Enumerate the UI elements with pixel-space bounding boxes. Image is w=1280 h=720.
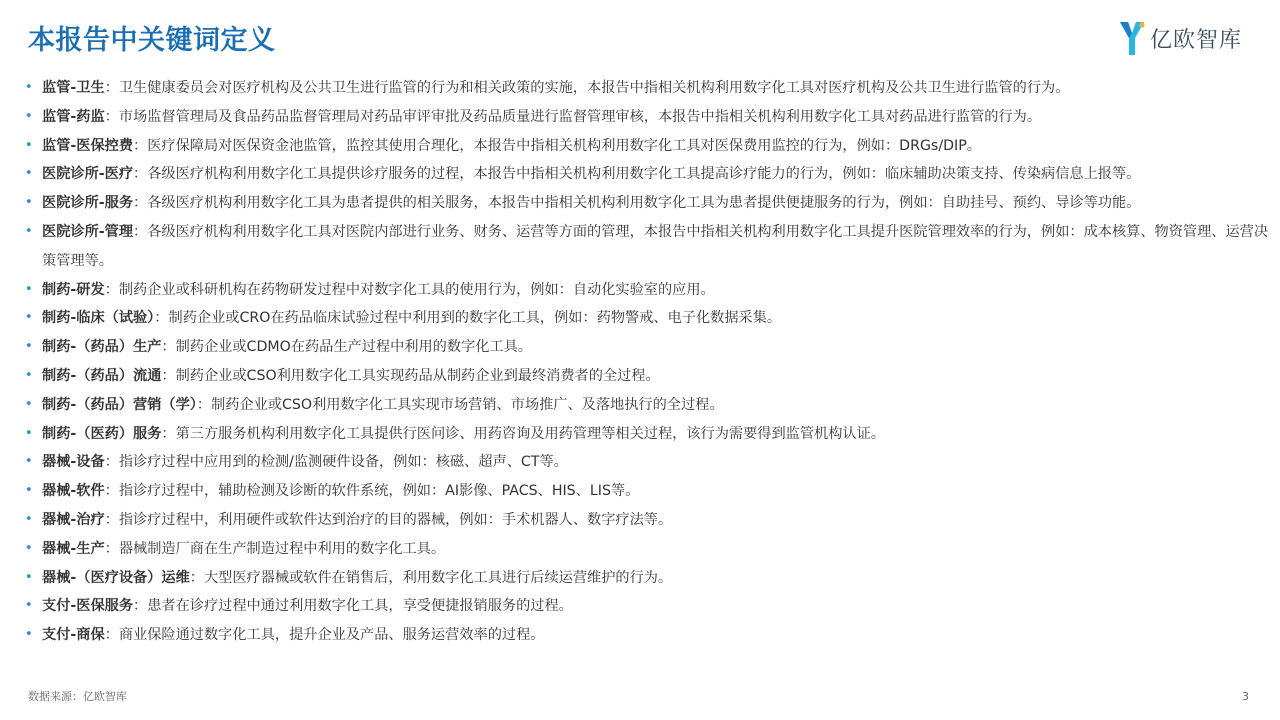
definition-item [22,132,1276,161]
bullet-icon: • [25,367,33,383]
definition-item [22,506,1276,535]
definition-description: 指诊疗过程中应用到的检测/监测硬件设备，例如：核磁、超声、CT等。 [118,454,568,471]
definition-item [22,592,1276,621]
definition-separator: ： [104,483,119,500]
definition-term: 支付-商保 [42,627,105,644]
definition-item [22,564,1276,593]
bullet-icon: • [25,281,33,297]
definition-item [22,621,1276,650]
bullet-icon: • [25,569,33,585]
definition-term: 医院诊所-管理 [42,223,134,240]
definition-item [22,218,1276,276]
definition-description: 商业保险通过数字化工具，提升企业及产品、服务运营效率的过程。 [118,627,545,644]
definition-description: 市场监督管理局及食品药品监督管理局对药品审评审批及药品质量进行监督管理审核，本报告中指相关机构利用数字化工具对药品进行监管的行为。 [118,108,1042,125]
definition-item [22,304,1276,333]
definition-separator: ： [196,396,212,413]
definition-term: 器械-治疗 [42,511,105,528]
definition-separator: ： [133,223,148,240]
definition-description: 医疗保障局对医保资金池监管，监控其使用合理化，本报告中指相关机构利用数字化工具对医保费用监控的行为，例如：DRGs/DIP。 [147,137,981,154]
definition-description: 卫生健康委员会对医疗机构及公共卫生进行监管的行为和相关政策的实施，本报告中指相关机构利用数字化工具对医疗机构及公共卫生进行监管的行为。 [118,80,1070,96]
definition-separator: ： [189,569,204,586]
page-number: 3 [1242,690,1249,703]
definition-description: 各级医疗机构利用数字化工具提供诊疗服务的过程，本报告中指相关机构利用数字化工具提高诊疗能力的行为，例如：临床辅助决策支持、传染病信息上报等。 [147,166,1141,183]
definition-description: 制药企业或CDMO在药品生产过程中利用的数字化工具。 [175,339,532,356]
bullet-icon: • [25,483,33,499]
definition-term: 医院诊所-服务 [42,195,134,212]
definition-item [22,362,1276,391]
definition-item [22,276,1276,305]
bullet-icon: • [25,396,33,412]
definition-term: 监管-药监 [42,108,105,125]
definition-separator: ： [161,339,176,356]
definition-item [22,189,1276,218]
definition-term: 监管-医保控费 [42,137,134,154]
definition-description: 制药企业或CSO利用数字化工具实现药品从制药企业到最终消费者的全过程。 [175,367,660,384]
page-title: 本报告中关键词定义 [28,25,276,56]
definition-description: 制药企业或科研机构在药物研发过程中对数字化工具的使用行为，例如：自动化实验室的应用。 [118,281,715,298]
definition-separator: ： [133,166,148,183]
definition-description: 各级医疗机构利用数字化工具为患者提供的相关服务，本报告中指相关机构利用数字化工具为患者提供便捷服务的行为，例如：自助挂号、预约、导诊等功能。 [147,195,1141,212]
definition-separator: ： [161,425,176,442]
definition-separator: ： [104,80,119,96]
definition-separator: ： [133,598,148,615]
brand-logo [1118,18,1242,58]
bullet-icon: • [25,339,33,355]
definition-description: 指诊疗过程中，利用硬件或软件达到治疗的目的器械，例如：手术机器人、数字疗法等。 [118,511,673,528]
bullet-icon: • [25,598,33,614]
bullet-icon: • [25,80,33,95]
bullet-icon: • [25,627,33,643]
definition-term: 器械-生产 [42,540,105,557]
definition-item [22,448,1276,477]
definition-separator: ： [104,108,119,125]
definition-term: 制药-（药品）流通 [42,367,162,384]
bullet-icon: • [25,540,33,556]
definition-term: 支付-医保服务 [42,598,134,615]
bullet-icon: • [25,425,33,441]
definition-item [22,103,1276,132]
definition-separator: ： [133,195,148,212]
definition-description: 制药企业或CRO在药品临床试验过程中利用到的数字化工具，例如：药物警戒、电子化数据采集。 [168,310,782,327]
definition-item [22,74,1276,103]
definition-separator: ： [104,540,119,557]
definition-separator: ： [133,137,148,154]
bullet-icon: • [25,223,33,239]
definition-term: 制药-（医药）服务 [42,425,162,442]
bullet-icon: • [25,137,33,153]
bullet-icon: • [25,310,33,326]
logo-text: 亿欧智库 [1150,27,1243,53]
data-source-note: 数据来源：亿欧智库 [28,690,127,703]
definition-item [22,160,1276,189]
definition-term: 监管-卫生 [42,80,105,96]
definition-description: 第三方服务机构利用数字化工具提供行医问诊、用药咨询及用药管理等相关过程，该行为需要得到监管机构认证。 [175,425,885,442]
bullet-icon: • [25,108,33,124]
definition-separator: ： [104,511,119,528]
definition-item [22,477,1276,506]
yiou-logo-icon [1118,19,1146,57]
definition-item [22,420,1276,449]
definition-separator: ： [104,281,119,298]
definition-term: 制药-（药品）生产 [42,339,162,356]
definition-term: 器械-（医疗设备）运维 [42,569,190,586]
bullet-icon: • [25,511,33,527]
definition-term: 制药-（药品）营销（学） [42,396,197,413]
definition-separator: ： [104,627,119,644]
definition-term: 制药-研发 [42,281,105,298]
definition-separator: ： [154,310,169,327]
definition-term: 器械-软件 [42,483,105,500]
definition-separator: ： [161,367,176,384]
definition-description: 器械制造厂商在生产制造过程中利用的数字化工具。 [118,540,446,557]
definition-description: 指诊疗过程中，辅助检测及诊断的软件系统，例如：AI影像、PACS、HIS、LIS等。 [118,483,640,500]
definition-description: 制药企业或CSO利用数字化工具实现市场营销、市场推广、及落地执行的全过程。 [211,396,724,413]
bullet-icon: • [25,195,33,211]
definition-description: 患者在诊疗过程中通过利用数字化工具，享受便捷报销服务的过程。 [147,598,573,615]
definition-list [22,74,1276,650]
definition-term: 制药-临床（试验） [42,310,155,327]
definition-item [22,391,1276,420]
definition-term: 医院诊所-医疗 [42,166,134,183]
bullet-icon: • [25,166,33,182]
definition-item [22,535,1276,564]
definition-description: 各级医疗机构利用数字化工具对医院内部进行业务、财务、运营等方面的管理，本报告中指相关机构利用数字化工具提升医院管理效率的行为，例如：成本核算、物资管理、运营决策管理等。 [42,223,1269,269]
definition-term: 器械-设备 [42,454,105,471]
definition-separator: ： [104,454,119,471]
bullet-icon: • [25,454,33,470]
definition-item [22,333,1276,362]
definition-description: 大型医疗器械或软件在销售后，利用数字化工具进行后续运营维护的行为。 [203,569,673,586]
